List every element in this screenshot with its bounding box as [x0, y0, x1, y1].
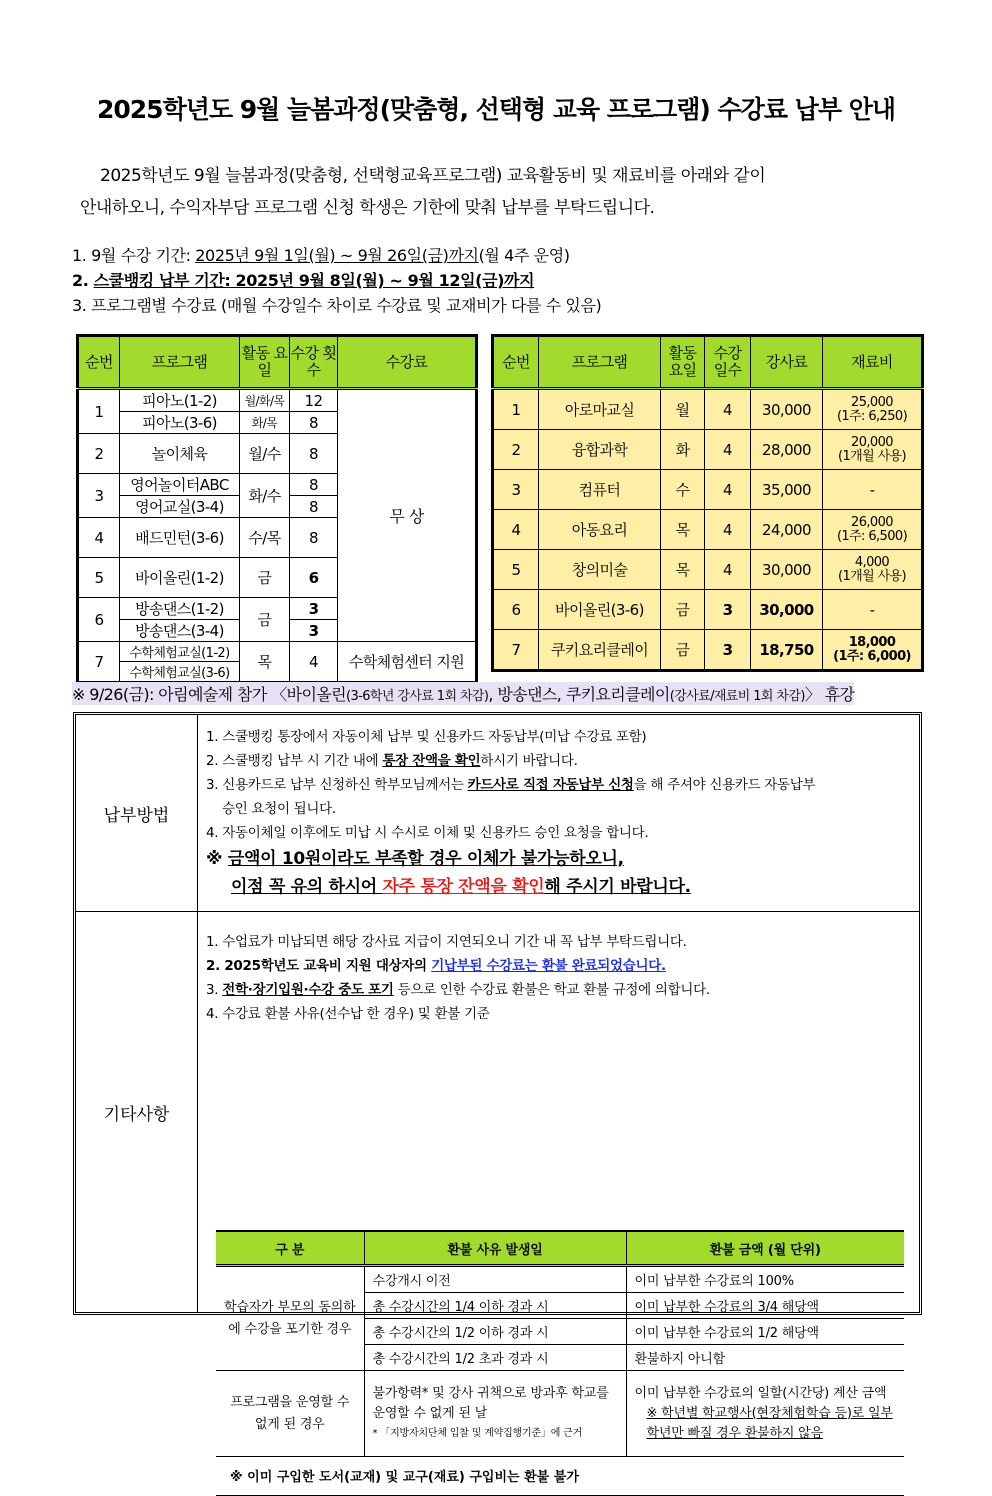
- cell-day: 수/목: [240, 518, 290, 558]
- cell-count: 8: [290, 434, 338, 474]
- info-box: [73, 712, 922, 1485]
- cell-program: 수학체험교실(1-2): [120, 642, 240, 662]
- col-days: 수강 일수: [705, 336, 751, 389]
- text-emphasis: 카드사로 직접 자동납부 신청: [467, 777, 634, 793]
- payment-warning-2: [206, 873, 916, 901]
- intro-line-2: 안내하오니, 수익자부담 프로그램 신청 학생은 기한에 맞춰 납부를 부탁드립니다.: [80, 198, 655, 218]
- cell-program: 창의미술: [539, 550, 661, 590]
- material-amount: 18,000: [848, 634, 896, 650]
- reference-mark-icon: ※: [206, 849, 228, 869]
- cell-fee: 24,000: [751, 510, 823, 550]
- cell-material: [823, 430, 923, 470]
- col-no: 순번: [78, 336, 120, 389]
- cell-category: 프로그램을 운영할 수 없게 된 경우: [216, 1371, 364, 1457]
- cell-days: 4: [705, 550, 751, 590]
- text-emphasis-blue: 기납부된 수강료는 환불 완료되었습니다.: [431, 958, 666, 974]
- cell-days: 3: [705, 630, 751, 671]
- cell-count: 4: [290, 642, 338, 683]
- cell-count: 8: [290, 412, 338, 434]
- table-row: [493, 510, 923, 550]
- cell-no: 6: [493, 590, 539, 630]
- cell-day: 금: [661, 630, 705, 671]
- cell-program: 영어놀이터ABC: [120, 474, 240, 496]
- payment-method-content: [206, 725, 916, 901]
- cell-no: 6: [78, 598, 120, 642]
- cell-reason: 총 수강시간의 1/2 이하 경과 시: [364, 1319, 626, 1345]
- cell-day: 수: [661, 470, 705, 510]
- payment-line-2: [206, 749, 916, 773]
- free-program-table: [76, 334, 478, 684]
- col-amount: 환불 금액 (월 단위): [626, 1231, 904, 1266]
- cell-program: 놀이체육: [120, 434, 240, 474]
- material-amount: 4,000: [854, 554, 890, 570]
- table-row: [493, 389, 923, 430]
- cell-fee: 30,000: [751, 550, 823, 590]
- material-note: (1주: 6,000): [833, 648, 911, 664]
- material-note: (1주: 6,500): [836, 528, 908, 544]
- cell-day: 월/수: [240, 434, 290, 474]
- cell-program: 바이올린(1-2): [120, 558, 240, 598]
- table-row: [216, 1266, 904, 1293]
- table-row: [78, 389, 477, 412]
- cell-count: 8: [290, 518, 338, 558]
- cell-no: 3: [493, 470, 539, 510]
- text-emphasis: 금액이 10원이라도 부족할 경우 이체가 불가능하오니,: [227, 849, 624, 869]
- col-fee: 수강료: [338, 336, 477, 389]
- cell-count: 12: [290, 389, 338, 412]
- cell-no: 1: [493, 389, 539, 430]
- note-part: (3-6학년 강사료 1회 차감): [346, 689, 489, 704]
- text: 하시기 바랍니다.: [480, 753, 578, 769]
- text: 2. 2025학년도 교육비 지원 대상자의: [206, 958, 432, 974]
- cell-material: -: [823, 590, 923, 630]
- col-day: 활동 요일: [240, 336, 290, 389]
- amount-note: ※ 학년별 학교행사(현장체험학습 등)로 일부 학년만 빠질 경우 환불하지 않음: [646, 1405, 893, 1441]
- other-line-3: [206, 978, 916, 1002]
- col-no: 순번: [493, 336, 539, 389]
- cell-days: 4: [705, 470, 751, 510]
- cell-days: 4: [705, 430, 751, 470]
- cell-no: 2: [78, 434, 120, 474]
- cell-days: 4: [705, 389, 751, 430]
- payment-method-label: 납부방법: [76, 715, 198, 911]
- cell-amount: 환불하지 아니함: [626, 1345, 904, 1371]
- col-reason: 환불 사유 발생일: [364, 1231, 626, 1266]
- cell-program: 방송댄스(3-4): [120, 620, 240, 642]
- cell-material: -: [823, 470, 923, 510]
- note-part: ※ 9/26(금): 아림예술제 참가 〈바이올린: [72, 685, 347, 704]
- cell-reason: 총 수강시간의 1/4 이하 경과 시: [364, 1293, 626, 1319]
- text-emphasis: 이점 꼭 유의 하시어: [231, 877, 383, 897]
- table-header: [216, 1231, 904, 1266]
- cell-day: 금: [240, 598, 290, 642]
- cell-fee: 30,000: [751, 590, 823, 630]
- other-content: [206, 930, 916, 1026]
- cell-no: 4: [493, 510, 539, 550]
- material-amount: 25,000: [851, 394, 893, 410]
- table-row: [493, 470, 923, 510]
- cell-amount: 이미 납부한 수강료의 1/2 해당액: [626, 1319, 904, 1345]
- cell-amount: 이미 납부한 수강료의 3/4 해당액: [626, 1293, 904, 1319]
- cell-no: 4: [78, 518, 120, 558]
- cell-material: [823, 510, 923, 550]
- table-header: [78, 336, 477, 389]
- cell-day: 목: [661, 510, 705, 550]
- cell-days: 4: [705, 510, 751, 550]
- cell-fee: 18,750: [751, 630, 823, 671]
- cell-day: 월: [661, 389, 705, 430]
- cell-program: 피아노(1-2): [120, 389, 240, 412]
- reason-footnote: * 「지방자치단체 입찰 및 계약집행기준」에 근거: [372, 1427, 583, 1439]
- payment-warning-1: [206, 845, 916, 873]
- note-part: 〉 휴강: [804, 685, 855, 704]
- text-emphasis: 해 주시기 바랍니다.: [544, 877, 691, 897]
- cell-count: 6: [290, 558, 338, 598]
- payment-line-4: 4. 자동이체일 이후에도 미납 시 수시로 이체 및 신용카드 승인 요청을 합니다.: [206, 825, 649, 841]
- text: 등으로 인한 수강료 환불은 학교 환불 규정에 의합니다.: [393, 982, 710, 998]
- intro-paragraph: [80, 160, 920, 224]
- cell-program: 영어교실(3-4): [120, 496, 240, 518]
- item-period-note: (월 4주 운영): [478, 246, 570, 265]
- item-fees: 3. 프로그램별 수강료 (매월 수강일수 차이로 수강료 및 교재비가 다를 수 있음): [72, 296, 602, 315]
- table-row: [493, 550, 923, 590]
- paid-program-table: [491, 334, 924, 672]
- text: 3. 신용카드로 납부 신청하신 학부모님께서는: [206, 777, 468, 793]
- material-amount: 26,000: [851, 514, 893, 530]
- reason-text: 불가항력* 및 강사 귀책으로 방과후 학교를 운영할 수 없게 된 날: [372, 1385, 609, 1421]
- cell-fee-free: 무 상: [338, 389, 477, 642]
- col-category: 구 분: [216, 1231, 364, 1266]
- table-row: [493, 430, 923, 470]
- cell-day: 금: [240, 558, 290, 598]
- cell-material: [823, 550, 923, 590]
- col-instructor-fee: 강사료: [751, 336, 823, 389]
- col-program: 프로그램: [120, 336, 240, 389]
- cell-material: [823, 630, 923, 671]
- cell-count: 3: [290, 620, 338, 642]
- refund-table: [216, 1230, 904, 1457]
- other-section: [76, 912, 919, 1485]
- cell-count: 8: [290, 496, 338, 518]
- cell-day: 목: [661, 550, 705, 590]
- table-row: [493, 630, 923, 671]
- cell-reason: 총 수강시간의 1/2 초과 경과 시: [364, 1345, 626, 1371]
- cell-program: 수학체험교실(3-6): [120, 662, 240, 683]
- cell-no: 5: [78, 558, 120, 598]
- material-note: (1주: 6,250): [836, 408, 908, 424]
- item-period-label: 1. 9월 수강 기간:: [72, 246, 196, 265]
- cell-program: 바이올린(3-6): [539, 590, 661, 630]
- col-day: 활동 요일: [661, 336, 705, 389]
- cell-count: 3: [290, 598, 338, 620]
- cell-program: 배드민턴(3-6): [120, 518, 240, 558]
- table-row: [78, 642, 477, 662]
- item-payment-num: 2.: [72, 271, 94, 290]
- intro-line-1: 2025학년도 9월 늘봄과정(맞춤형, 선택형교육프로그램) 교육활동비 및 재료비를 아래와 같이: [100, 166, 766, 186]
- col-material-fee: 재료비: [823, 336, 923, 389]
- material-note: (1개월 사용): [838, 568, 906, 584]
- text-emphasis-red: 자주 통장 잔액을 확인: [382, 877, 545, 897]
- cell-program: 쿠키요리클레이: [539, 630, 661, 671]
- cell-program: 아동요리: [539, 510, 661, 550]
- cell-fee: 28,000: [751, 430, 823, 470]
- note-part: (강사료/재료비 1회 차감): [669, 689, 805, 704]
- item-payment-period: [72, 268, 601, 293]
- other-label: 기타사항: [76, 912, 198, 1312]
- payment-line-3-cont: 승인 요청이 됩니다.: [222, 801, 336, 817]
- payment-method-section: [76, 715, 919, 912]
- table-row: [216, 1371, 904, 1457]
- cell-fee: 30,000: [751, 389, 823, 430]
- holiday-note: [72, 682, 854, 705]
- cell-category: 학습자가 부모의 동의하에 수강을 포기한 경우: [216, 1266, 364, 1371]
- text-emphasis: 통장 잔액을 확인: [382, 753, 481, 769]
- cell-day: 금: [661, 590, 705, 630]
- cell-program: 아로마교실: [539, 389, 661, 430]
- cell-no: 7: [78, 642, 120, 683]
- cell-material: [823, 389, 923, 430]
- cell-amount: [626, 1371, 904, 1457]
- payment-line-1: 1. 스쿨뱅킹 통장에서 자동이체 납부 및 신용카드 자동납부(미납 수강료 포함): [206, 729, 647, 745]
- col-program: 프로그램: [539, 336, 661, 389]
- cell-program: 방송댄스(1-2): [120, 598, 240, 620]
- other-line-1: 1. 수업료가 미납되면 해당 강사료 지급이 지연되오니 기간 내 꼭 납부 부탁드립니다.: [206, 934, 687, 950]
- cell-no: 5: [493, 550, 539, 590]
- other-line-4: 4. 수강료 환불 사유(선수납 한 경우) 및 환불 기준: [206, 1006, 490, 1022]
- refund-footer-note: ※ 이미 구입한 도서(교재) 및 교구(재료) 구입비는 환불 불가: [216, 1462, 904, 1496]
- cell-days: 3: [705, 590, 751, 630]
- item-payment-dates: 스쿨뱅킹 납부 기간: 2025년 9월 8일(월) ~ 9월 12일(금)까지: [93, 271, 535, 290]
- material-amount: 20,000: [851, 434, 893, 450]
- cell-program: 융합과학: [539, 430, 661, 470]
- text: 을 해 주셔야 신용카드 자동납부: [633, 777, 816, 793]
- text-emphasis: 전학·장기입원·수강 중도 포기: [222, 982, 394, 998]
- cell-program: 피아노(3-6): [120, 412, 240, 434]
- cell-fee: 35,000: [751, 470, 823, 510]
- cell-reason: [364, 1371, 626, 1457]
- cell-day: 월/화/목: [240, 389, 290, 412]
- note-part: , 방송댄스, 쿠키요리클레이: [488, 685, 670, 704]
- item-period-dates: 2025년 9월 1일(월) ~ 9월 26일(금)까지: [195, 246, 479, 265]
- page-title: 2025학년도 9월 늘봄과정(맞춤형, 선택형 교육 프로그램) 수강료 납부 안내: [96, 95, 895, 124]
- cell-day: 화/목: [240, 412, 290, 434]
- cell-no: 1: [78, 389, 120, 434]
- material-note: (1개월 사용): [838, 448, 906, 464]
- cell-program: 컴퓨터: [539, 470, 661, 510]
- text: 2. 스쿨뱅킹 납부 시 기간 내에: [206, 753, 383, 769]
- table-header: [493, 336, 923, 389]
- cell-no: 2: [493, 430, 539, 470]
- item-period: [72, 243, 601, 268]
- amount-text: 이미 납부한 수강료의 일할(시간당) 계산 금액: [634, 1385, 887, 1401]
- info-list: [72, 243, 601, 318]
- cell-reason: 수강개시 이전: [364, 1266, 626, 1293]
- payment-line-3: [206, 773, 916, 797]
- cell-no: 3: [78, 474, 120, 518]
- cell-fee-math: 수학체험센터 지원: [338, 642, 477, 683]
- text: 3.: [206, 982, 223, 998]
- cell-amount: 이미 납부한 수강료의 100%: [626, 1266, 904, 1293]
- cell-count: 8: [290, 474, 338, 496]
- cell-day: 목: [240, 642, 290, 683]
- cell-day: 화/수: [240, 474, 290, 518]
- other-line-2: [206, 954, 916, 978]
- table-row: [493, 590, 923, 630]
- cell-day: 화: [661, 430, 705, 470]
- col-count: 수강 횟수: [290, 336, 338, 389]
- cell-no: 7: [493, 630, 539, 671]
